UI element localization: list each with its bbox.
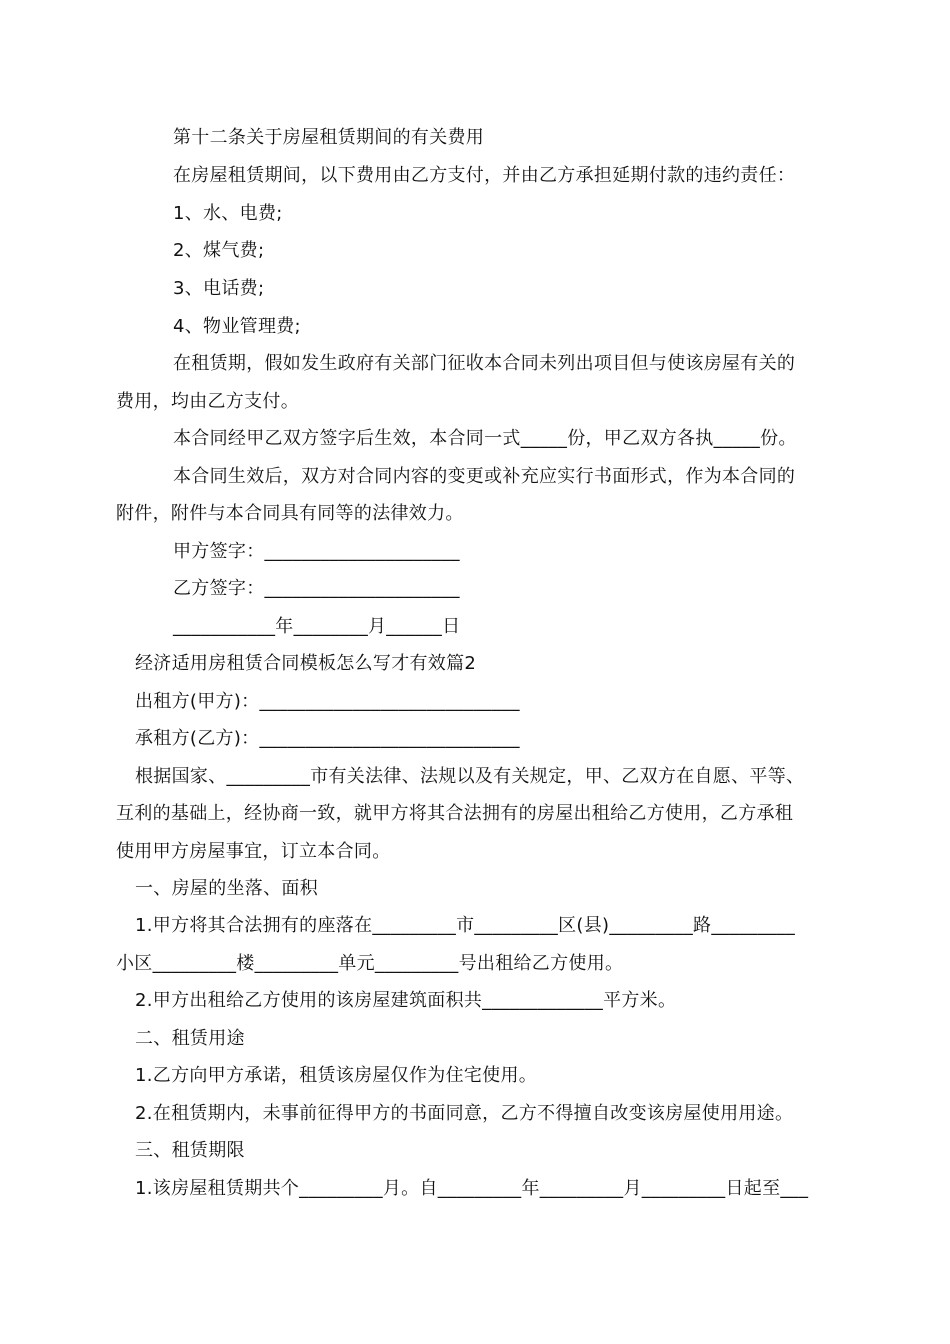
paragraph-line: 附件，附件与本合同具有同等的法律效力。 (116, 503, 464, 524)
date-line: ___________年________月______日 (173, 616, 461, 637)
paragraph-line: 1.甲方将其合法拥有的座落在_________市_________区(县)_________路_________ (135, 915, 796, 936)
paragraph-line: 1.该房屋租赁期共个_________月。自_________年_________月_________日起至___ (135, 1178, 809, 1199)
list-item: 2、煤气费; (173, 240, 265, 261)
paragraph-line: 互利的基础上，经协商一致，就甲方将其合法拥有的房屋出租给乙方使用，乙方承租 (116, 803, 794, 824)
list-item: 4、物业管理费; (173, 316, 301, 337)
paragraph-line: 小区_________楼_________单元_________号出租给乙方使用。 (116, 953, 624, 974)
section-heading: 一、房屋的坐落、面积 (135, 878, 318, 899)
lessor-line: 出租方(甲方)：____________________________ (135, 691, 520, 712)
section-heading: 三、租赁期限 (135, 1140, 245, 1161)
paragraph-line: 2.在租赁期内，未事前征得甲方的书面同意，乙方不得擅自改变该房屋使用用途。 (135, 1103, 794, 1124)
list-item: 3、电话费; (173, 278, 265, 299)
list-item: 1、水、电费; (173, 203, 283, 224)
lessee-line: 承租方(乙方)：____________________________ (135, 728, 520, 749)
paragraph-line: 费用，均由乙方支付。 (116, 391, 299, 412)
section-heading: 二、租赁用途 (135, 1028, 245, 1049)
article-heading: 第十二条关于房屋租赁期间的有关费用 (173, 127, 485, 148)
paragraph-line: 本合同经甲乙双方签字后生效，本合同一式_____份，甲乙双方各执_____份。 (173, 428, 797, 449)
paragraph-line: 使用甲方房屋事宜，订立本合同。 (116, 841, 391, 862)
signature-line-party-b: 乙方签字：_____________________ (173, 578, 460, 599)
paragraph-line: 在房屋租赁期间，以下费用由乙方支付，并由乙方承担延期付款的违约责任： (173, 165, 796, 186)
signature-line-party-a: 甲方签字：_____________________ (173, 541, 460, 562)
paragraph-line: 1.乙方向甲方承诺，租赁该房屋仅作为住宅使用。 (135, 1065, 538, 1086)
paragraph-line: 2.甲方出租给乙方使用的该房屋建筑面积共_____________平方米。 (135, 990, 677, 1011)
paragraph-line: 根据国家、_________市有关法律、法规以及有关规定，甲、乙双方在自愿、平等、 (135, 766, 805, 787)
paragraph-line: 本合同生效后，双方对合同内容的变更或补充应实行书面形式，作为本合同的 (173, 466, 796, 487)
section-title: 经济适用房租赁合同模板怎么写才有效篇2 (135, 653, 477, 674)
paragraph-line: 在租赁期，假如发生政府有关部门征收本合同未列出项目但与使该房屋有关的 (173, 353, 796, 374)
